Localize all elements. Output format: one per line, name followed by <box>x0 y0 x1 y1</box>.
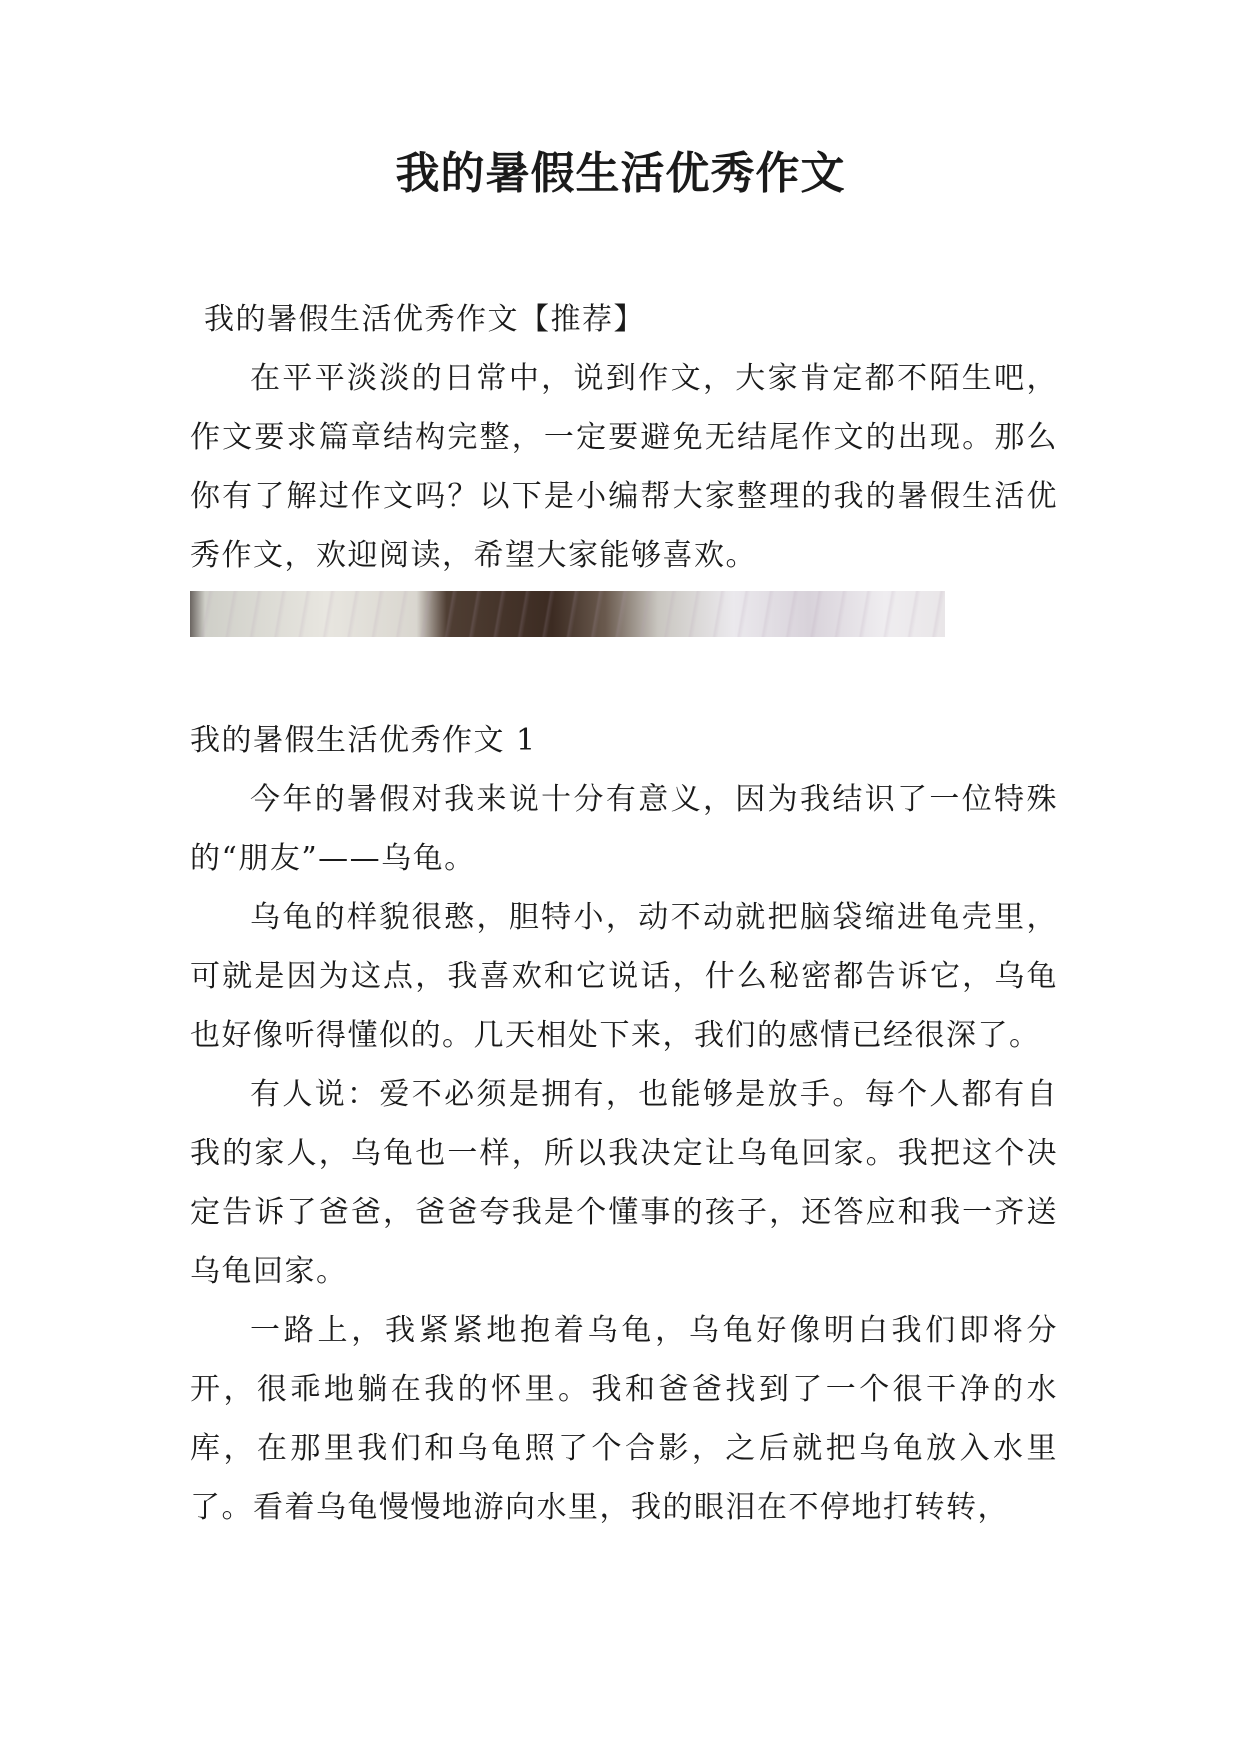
body-paragraph: 今年的暑假对我来说十分有意义，因为我结识了一位特殊的“朋友”——乌龟。 <box>190 782 1058 876</box>
article-photo <box>190 591 945 637</box>
section-heading: 我的暑假生活优秀作文 1 <box>190 723 537 758</box>
body-paragraph: 乌龟的样貌很憨，胆特小，动不动就把脑袋缩进龟壳里，可就是因为这点，我喜欢和它说话，什么秘密都告诉它，乌龟也好像听得懂似的。几天相处下来，我们的感情已经很深了。 <box>190 900 1058 1053</box>
document-subtitle: 我的暑假生活优秀作文【推荐】 <box>204 302 645 337</box>
document-body <box>190 290 1058 1537</box>
photo-texture <box>190 591 945 637</box>
page-title: 我的暑假生活优秀作文 <box>395 148 846 199</box>
body-paragraph: 有人说：爱不必须是拥有，也能够是放手。每个人都有自我的家人，乌龟也一样，所以我决定让乌龟回家。我把这个决定告诉了爸爸，爸爸夸我是个懂事的孩子，还答应和我一齐送乌龟回家。 <box>190 1077 1058 1289</box>
intro-paragraph: 在平平淡淡的日常中，说到作文，大家肯定都不陌生吧，作文要求篇章结构完整，一定要避免无结尾作文的出现。那么你有了解过作文吗？以下是小编帮大家整理的我的暑假生活优秀作文，欢迎阅读，希望大家能够喜欢。 <box>190 361 1058 573</box>
body-paragraph: 一路上，我紧紧地抱着乌龟，乌龟好像明白我们即将分开，很乖地躺在我的怀里。我和爸爸找到了一个很干净的水库，在那里我们和乌龟照了个合影，之后就把乌龟放入水里了。看着乌龟慢慢地游向水里，我的眼泪在不停地打转转， <box>190 1313 1058 1525</box>
